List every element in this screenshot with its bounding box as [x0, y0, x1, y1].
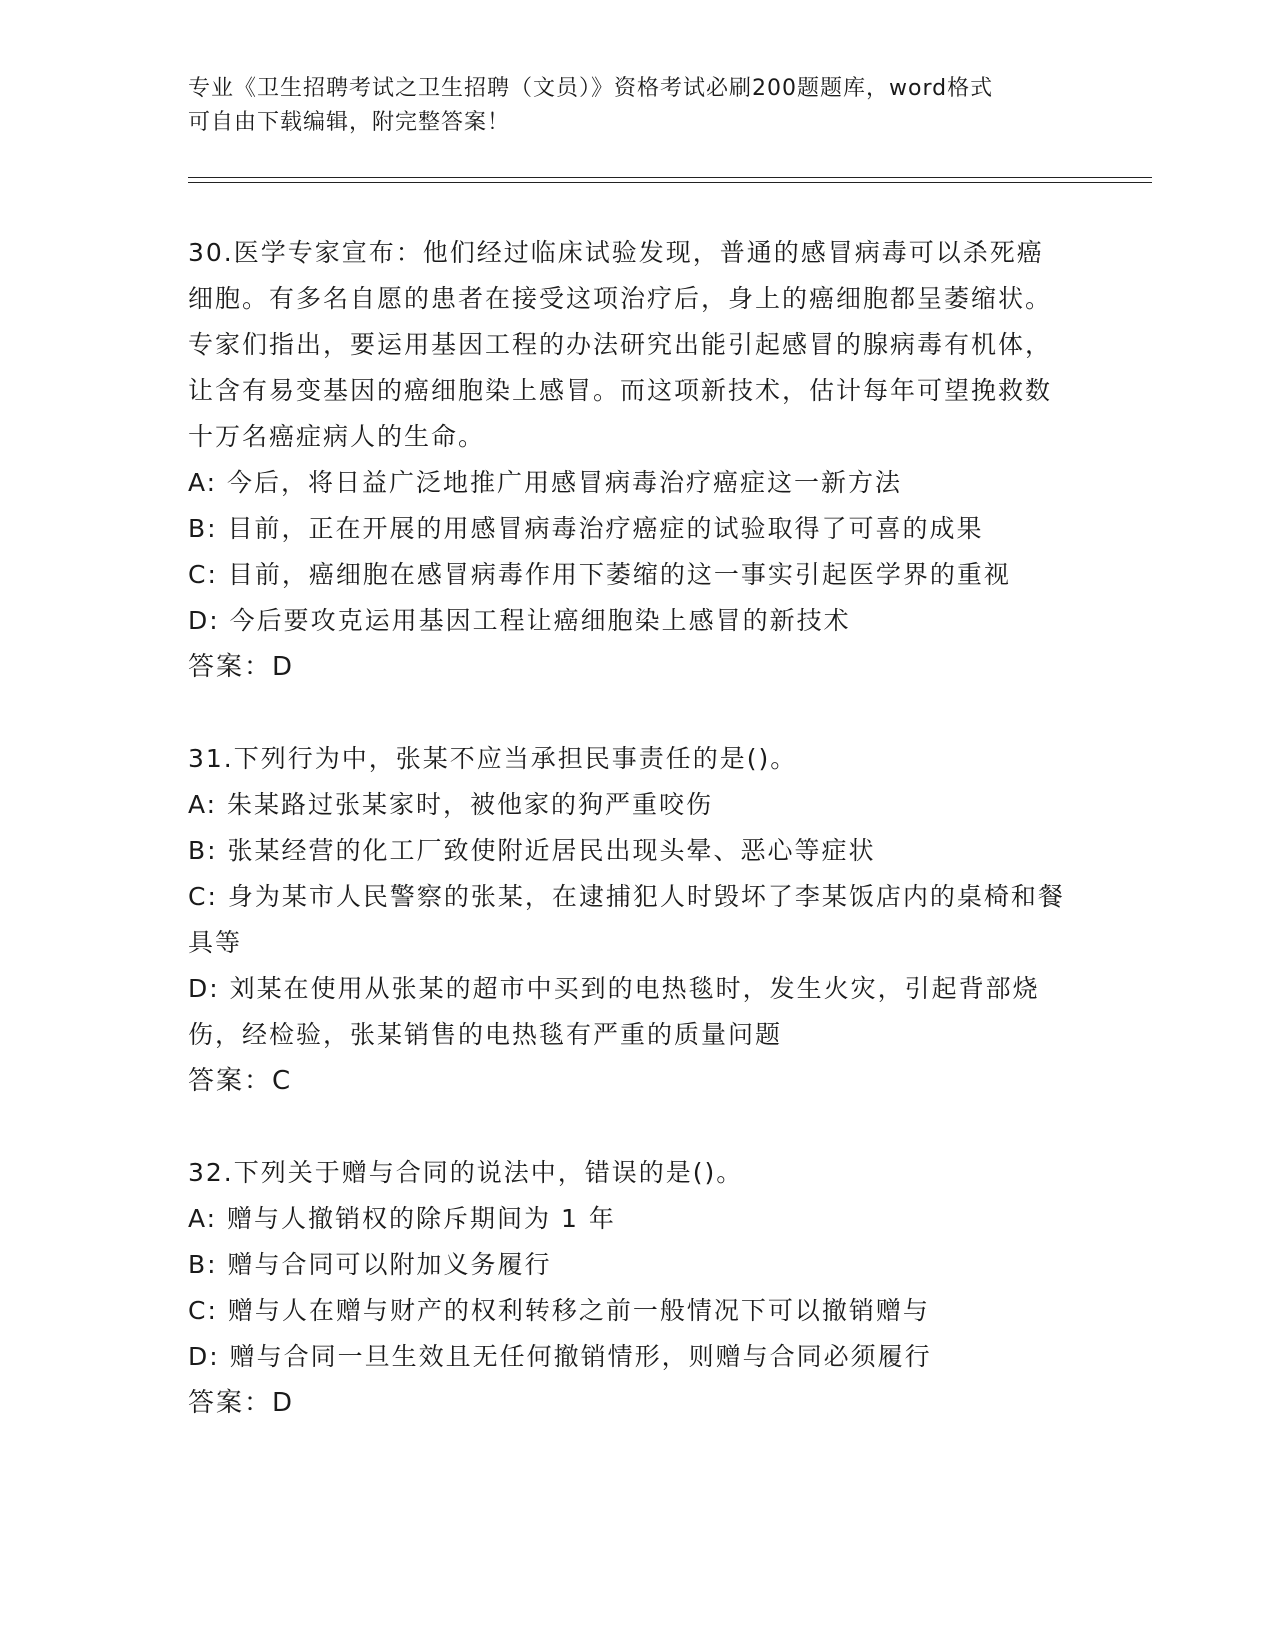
answer: 答案：D — [188, 1388, 295, 1418]
option-c: C: 赠与人在赠与财产的权利转移之前一般情况下可以撤销赠与 — [188, 1296, 930, 1325]
option-a: A: 今后，将日益广泛地推广用感冒病毒治疗癌症这一新方法 — [188, 468, 903, 497]
question-32 — [188, 1150, 1068, 1426]
question-30 — [188, 230, 1068, 690]
question-text: 32.下列关于赠与合同的说法中，错误的是()。 — [188, 1158, 744, 1187]
question-list — [188, 230, 1068, 1426]
option-c: C: 目前，癌细胞在感冒病毒作用下萎缩的这一事实引起医学界的重视 — [188, 560, 1011, 589]
option-d: D: 刘某在使用从张某的超市中买到的电热毯时，发生火灾，引起背部烧伤，经检验，张某销售的电热毯有严重的质量问题 — [188, 974, 1040, 1049]
question-31 — [188, 736, 1068, 1104]
question-text: 31.下列行为中，张某不应当承担民事责任的是()。 — [188, 744, 798, 773]
header-divider-bottom — [188, 182, 1152, 183]
answer: 答案：D — [188, 652, 295, 682]
header-line-1: 专业《卫生招聘考试之卫生招聘（文员）》资格考试必刷200题题库，word格式 — [188, 76, 994, 101]
option-b: B: 张某经营的化工厂致使附近居民出现头晕、恶心等症状 — [188, 836, 876, 865]
option-d: D: 赠与合同一旦生效且无任何撤销情形，则赠与合同必须履行 — [188, 1342, 932, 1371]
option-d: D: 今后要攻克运用基因工程让癌细胞染上感冒的新技术 — [188, 606, 851, 635]
option-a: A: 赠与人撤销权的除斥期间为 1 年 — [188, 1204, 616, 1233]
question-text: 30.医学专家宣布：他们经过临床试验发现，普通的感冒病毒可以杀死癌细胞。有多名自愿的患者在接受这项治疗后，身上的癌细胞都呈萎缩状。专家们指出，要运用基因工程的办法研究出能引起感冒的腺病毒有机体，让含有易变基因的癌细胞染上感冒。而这项新技术，估计每年可望挽救数十万名癌症病人的生命。 — [188, 238, 1053, 451]
option-c: C: 身为某市人民警察的张某，在逮捕犯人时毁坏了李某饭店内的桌椅和餐具等 — [188, 882, 1065, 957]
option-b: B: 赠与合同可以附加义务履行 — [188, 1250, 552, 1279]
option-b: B: 目前，正在开展的用感冒病毒治疗癌症的试验取得了可喜的成果 — [188, 514, 984, 543]
document-header — [188, 72, 1068, 140]
header-divider-top — [188, 177, 1152, 178]
option-a: A: 朱某路过张某家时，被他家的狗严重咬伤 — [188, 790, 714, 819]
header-line-2: 可自由下载编辑，附完整答案！ — [188, 110, 511, 135]
answer: 答案：C — [188, 1066, 293, 1096]
